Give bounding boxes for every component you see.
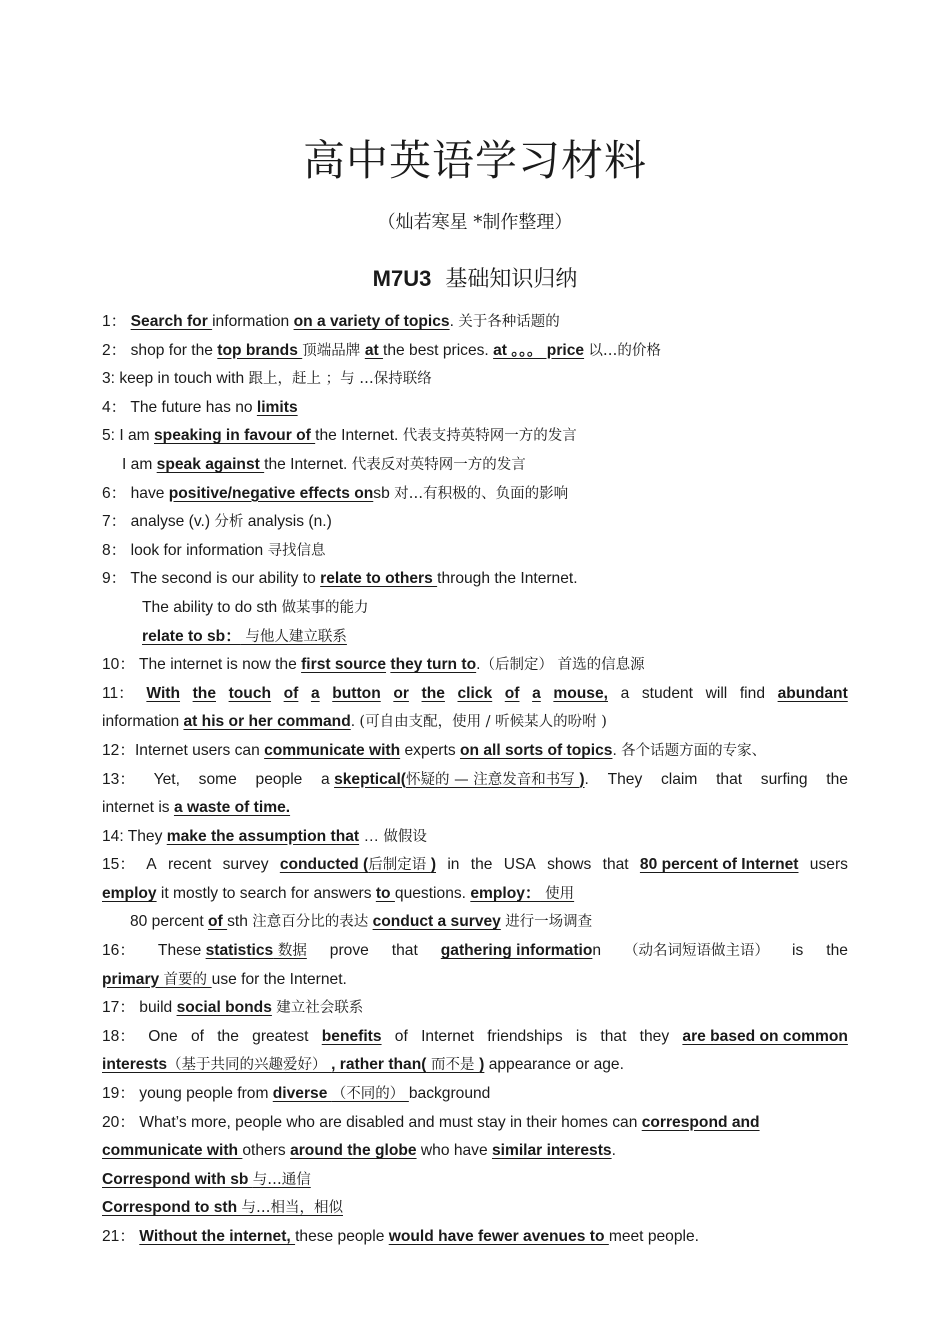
key-phrase: ) xyxy=(579,770,585,788)
text-run: the xyxy=(826,770,848,788)
text-run: the Internet. xyxy=(315,427,403,445)
notes-list xyxy=(102,308,848,1252)
text-run: it mostly to search for answers xyxy=(156,884,376,902)
text-run: The ability to do sth xyxy=(142,598,282,616)
note-line xyxy=(102,880,848,909)
key-phrase: touch xyxy=(228,684,272,702)
text-run: surfing xyxy=(760,770,808,788)
text-run: experts xyxy=(400,741,460,759)
text-run: will xyxy=(705,684,728,702)
text-run: the xyxy=(826,942,848,960)
note-line xyxy=(102,937,848,966)
chinese-note: 代表支持英特网一方的发言 xyxy=(402,428,577,445)
note-line xyxy=(102,1166,848,1195)
note-line xyxy=(102,966,848,995)
note-line xyxy=(102,480,848,509)
chinese-note: 顶端品牌 xyxy=(302,342,365,359)
key-phrase: statistics xyxy=(205,942,274,960)
text-run: . xyxy=(611,1142,616,1160)
text-run: 10： The internet is now the xyxy=(102,656,302,674)
text-run: find xyxy=(739,684,765,702)
text-run: . xyxy=(449,313,459,330)
key-phrase: relate to sb： xyxy=(142,627,241,645)
key-phrase: Without the internet, xyxy=(139,1228,296,1245)
key-phrase: conduct a survey xyxy=(372,913,501,931)
key-phrase: at his or her command xyxy=(183,713,351,731)
key-phrase: Correspond with sb xyxy=(102,1170,253,1188)
chinese-note: 做假设 xyxy=(383,828,427,845)
chinese-note: 关于各种话题的 xyxy=(458,314,560,330)
text-run: 8： look for information xyxy=(102,541,268,559)
note-line xyxy=(102,737,848,766)
key-phrase: speaking in favour of xyxy=(154,427,316,445)
note-line xyxy=(102,308,848,337)
key-phrase: Correspond to sth xyxy=(102,1199,242,1217)
note-line xyxy=(102,1137,848,1166)
text-run: 18： xyxy=(102,1027,135,1045)
text-run: 6： have xyxy=(102,484,169,502)
note-line xyxy=(102,908,848,937)
text-run: 13： xyxy=(102,770,135,788)
chinese-note: 代表反对英特网一方的发言 xyxy=(351,456,526,473)
text-run: These xyxy=(157,942,206,960)
section-heading xyxy=(0,262,950,293)
note-line xyxy=(102,537,848,566)
chinese-note: （后制定） 首选的信息源 xyxy=(480,657,645,674)
text-run: the best prices. xyxy=(383,341,494,359)
note-line xyxy=(102,565,848,594)
text-run: is xyxy=(792,942,804,960)
text-run: internet is xyxy=(102,799,174,817)
text-run: recent xyxy=(167,856,212,874)
key-phrase: employ xyxy=(102,884,157,902)
note-line xyxy=(102,994,848,1023)
unit-code: M7U3 xyxy=(372,266,432,291)
chinese-note: 进行一场调查 xyxy=(505,914,593,931)
chinese-note: 跟上，赶上 ；与 …保持联络 xyxy=(248,371,432,388)
note-line xyxy=(102,508,848,537)
key-phrase: , rather than( xyxy=(331,1056,427,1074)
key-phrase: conducted ( xyxy=(279,856,369,874)
note-line xyxy=(102,1223,848,1252)
text-run: people xyxy=(255,770,303,788)
note-line xyxy=(102,1080,848,1109)
key-phrase: around the globe xyxy=(290,1142,417,1160)
document-title: 高中英语学习材料 xyxy=(302,136,647,185)
text-run: 2： shop for the xyxy=(102,341,218,359)
text-run: A xyxy=(146,856,157,874)
key-phrase: skeptical( xyxy=(334,770,407,788)
key-phrase: mouse, xyxy=(553,684,608,702)
key-phrase: abundant xyxy=(777,684,848,702)
text-run: that xyxy=(716,770,743,788)
key-phrase: ) xyxy=(430,856,437,874)
text-run: 1： xyxy=(102,313,127,330)
key-phrase: are based on common xyxy=(682,1027,848,1045)
key-phrase: of xyxy=(208,913,228,931)
text-run: a xyxy=(620,684,630,702)
text-run: of xyxy=(394,1027,408,1045)
text-run: 14: They xyxy=(102,827,167,845)
text-run: 9： The second is our ability to xyxy=(102,570,321,588)
chinese-note: 数据 xyxy=(273,943,307,960)
text-run: Internet xyxy=(421,1027,474,1045)
text-run: others xyxy=(242,1142,291,1160)
note-line xyxy=(102,394,848,423)
text-run: 7： analyse (v.) xyxy=(102,513,215,531)
text-run: greatest xyxy=(252,1027,309,1045)
key-phrase: the xyxy=(421,684,445,702)
note-line xyxy=(102,365,848,394)
chinese-note: 分析 xyxy=(214,514,244,531)
chinese-note: 使用 xyxy=(540,885,575,902)
text-run: 12：Internet users can xyxy=(102,741,265,759)
text-run: Yet, xyxy=(153,770,180,788)
text-run: who have xyxy=(416,1142,492,1160)
key-phrase: communicate with xyxy=(102,1142,243,1160)
text-run: One xyxy=(148,1027,178,1045)
text-run: . xyxy=(476,656,481,674)
text-run: survey xyxy=(222,856,269,874)
text-run: some xyxy=(198,770,237,788)
note-line xyxy=(102,823,848,852)
chinese-note: 与…相当，相似 xyxy=(241,1200,343,1217)
text-run: 4： The future has no xyxy=(102,398,257,416)
text-run: meet people. xyxy=(608,1228,699,1245)
key-phrase: benefits xyxy=(321,1027,382,1045)
text-group xyxy=(321,766,589,795)
key-phrase: positive/negative effects on xyxy=(168,484,374,502)
note-line xyxy=(102,337,848,366)
text-run: claim xyxy=(660,770,698,788)
text-run: … xyxy=(359,827,384,845)
text-run: these people xyxy=(295,1228,389,1245)
note-line xyxy=(102,422,848,451)
text-run: information xyxy=(212,313,294,330)
key-phrase: on a variety of topics xyxy=(293,313,450,330)
text-run: that xyxy=(600,1027,627,1045)
text-run: 15： xyxy=(102,856,135,874)
chinese-note: 以…的价格 xyxy=(588,342,661,359)
text-run: friendships xyxy=(487,1027,563,1045)
text-run: analysis (n.) xyxy=(243,513,332,531)
text-run: sb xyxy=(373,484,395,502)
chinese-note: 寻找信息 xyxy=(267,542,326,559)
document-subtitle: （灿若寒星 *制作整理） xyxy=(377,212,573,233)
key-phrase: relate to others xyxy=(320,570,438,588)
key-phrase: a xyxy=(532,684,541,702)
chinese-note: 而不是 xyxy=(426,1057,480,1074)
key-phrase: similar interests xyxy=(491,1142,612,1160)
note-line xyxy=(102,594,848,623)
note-line xyxy=(102,1194,848,1223)
chinese-note: （基于共同的兴趣爱好） xyxy=(167,1057,332,1074)
text-run: sth xyxy=(227,913,253,931)
text-run: 5: I am xyxy=(102,427,154,445)
text-run: users xyxy=(809,856,848,874)
text-run: the xyxy=(217,1027,239,1045)
text-group xyxy=(158,937,307,966)
key-phrase: Search for xyxy=(130,313,213,330)
note-line xyxy=(102,1109,848,1138)
chinese-note: (可自由支配，使用 / 听候某人的吩咐 ) xyxy=(359,714,607,731)
chinese-note: 做某事的能力 xyxy=(281,599,369,616)
text-run: 19： young people from xyxy=(102,1085,273,1103)
text-group xyxy=(441,937,601,966)
text-run: through the Internet. xyxy=(437,570,578,588)
chinese-note: 怀疑的 — 注意发音和书写 xyxy=(406,771,580,788)
text-run: 3: keep in touch with xyxy=(102,370,249,388)
key-phrase: correspond and xyxy=(641,1113,760,1131)
key-phrase: social bonds xyxy=(176,999,272,1017)
heading-text: 基础知识归纳 xyxy=(445,267,578,292)
key-phrase: employ： xyxy=(470,884,541,902)
key-phrase: ) xyxy=(479,1056,485,1074)
text-run: I am xyxy=(122,455,157,473)
text-run: . xyxy=(350,713,360,731)
chinese-note: 注意百分比的表达 xyxy=(252,914,369,931)
key-phrase: top brands xyxy=(217,341,303,359)
chinese-note: 各个话题方面的专家、 xyxy=(621,742,767,759)
key-phrase: of xyxy=(504,684,520,702)
text-run: background xyxy=(408,1085,491,1103)
note-line xyxy=(102,623,848,652)
key-phrase: diverse xyxy=(272,1085,332,1103)
note-line xyxy=(102,766,848,795)
key-phrase: gathering informatio xyxy=(440,942,593,960)
key-phrase: communicate with xyxy=(264,741,401,759)
key-phrase: would have fewer avenues to xyxy=(388,1228,609,1245)
text-run: of xyxy=(190,1027,204,1045)
text-run: . xyxy=(612,741,622,759)
text-group xyxy=(280,851,436,880)
note-line xyxy=(102,651,848,680)
note-line xyxy=(102,708,848,737)
key-phrase: at xyxy=(364,341,384,359)
text-run: 21： xyxy=(102,1228,140,1245)
note-line xyxy=(102,1051,848,1080)
key-phrase: they turn to xyxy=(390,656,477,674)
key-phrase: a waste of time. xyxy=(173,799,291,817)
text-run: student xyxy=(641,684,693,702)
text-run: They xyxy=(607,770,643,788)
note-line xyxy=(102,680,848,709)
text-run: use for the Internet. xyxy=(211,970,347,988)
key-phrase: on all sorts of topics xyxy=(459,741,613,759)
key-phrase: With xyxy=(146,684,181,702)
chinese-note: 对…有积极的、负面的影响 xyxy=(394,485,569,502)
key-phrase: limits xyxy=(256,398,298,416)
text-run: the Internet. xyxy=(264,455,352,473)
key-phrase: speak against xyxy=(156,455,265,473)
key-phrase: first source xyxy=(301,656,387,674)
text-run: a xyxy=(321,770,335,788)
text-run: in xyxy=(447,856,460,874)
text-run: the xyxy=(470,856,493,874)
key-phrase: a xyxy=(310,684,320,702)
chinese-note: 首要的 xyxy=(163,971,212,988)
key-phrase: primary xyxy=(102,970,164,988)
note-line xyxy=(102,851,848,880)
note-line xyxy=(102,794,848,823)
text-run: 16： xyxy=(102,942,135,960)
key-phrase: at 。。。 price xyxy=(493,341,585,359)
text-run: shows xyxy=(547,856,592,874)
text-run: that xyxy=(602,856,629,874)
chinese-note: 与他人建立联系 xyxy=(240,628,347,645)
key-phrase: button xyxy=(332,684,381,702)
text-run: 20： What’s more, people who are disabled and must stay in their homes can xyxy=(102,1113,642,1131)
key-phrase: click xyxy=(457,684,493,702)
chinese-note: 建立社会联系 xyxy=(276,1000,364,1017)
text-run: appearance or age. xyxy=(484,1056,624,1074)
text-run: that xyxy=(391,942,418,960)
chinese-note: 后制定语 xyxy=(368,857,431,874)
key-phrase: 80 percent of Internet xyxy=(639,856,799,874)
chinese-note: 与…通信 xyxy=(252,1171,311,1188)
text-run: USA xyxy=(503,856,536,874)
key-phrase: of xyxy=(283,684,299,702)
text-run: 17： build xyxy=(102,999,177,1017)
text-run: 11： xyxy=(102,684,134,702)
note-line xyxy=(102,451,848,480)
key-phrase: make the assumption that xyxy=(166,827,360,845)
text-run: they xyxy=(639,1027,670,1045)
text-run: 80 percent xyxy=(130,913,209,931)
text-run: information xyxy=(102,713,184,731)
text-run: . xyxy=(584,770,589,788)
text-run: is xyxy=(575,1027,588,1045)
text-run: prove xyxy=(329,942,369,960)
note-line xyxy=(102,1023,848,1052)
text-run: n xyxy=(592,942,602,960)
text-run: questions. xyxy=(394,884,471,902)
key-phrase: to xyxy=(375,884,395,902)
key-phrase: or xyxy=(393,684,409,702)
chinese-note: （不同的） xyxy=(331,1086,409,1103)
key-phrase: the xyxy=(192,684,216,702)
chinese-note: （动名词短语做主语） xyxy=(624,943,770,960)
key-phrase: interests xyxy=(102,1056,168,1074)
